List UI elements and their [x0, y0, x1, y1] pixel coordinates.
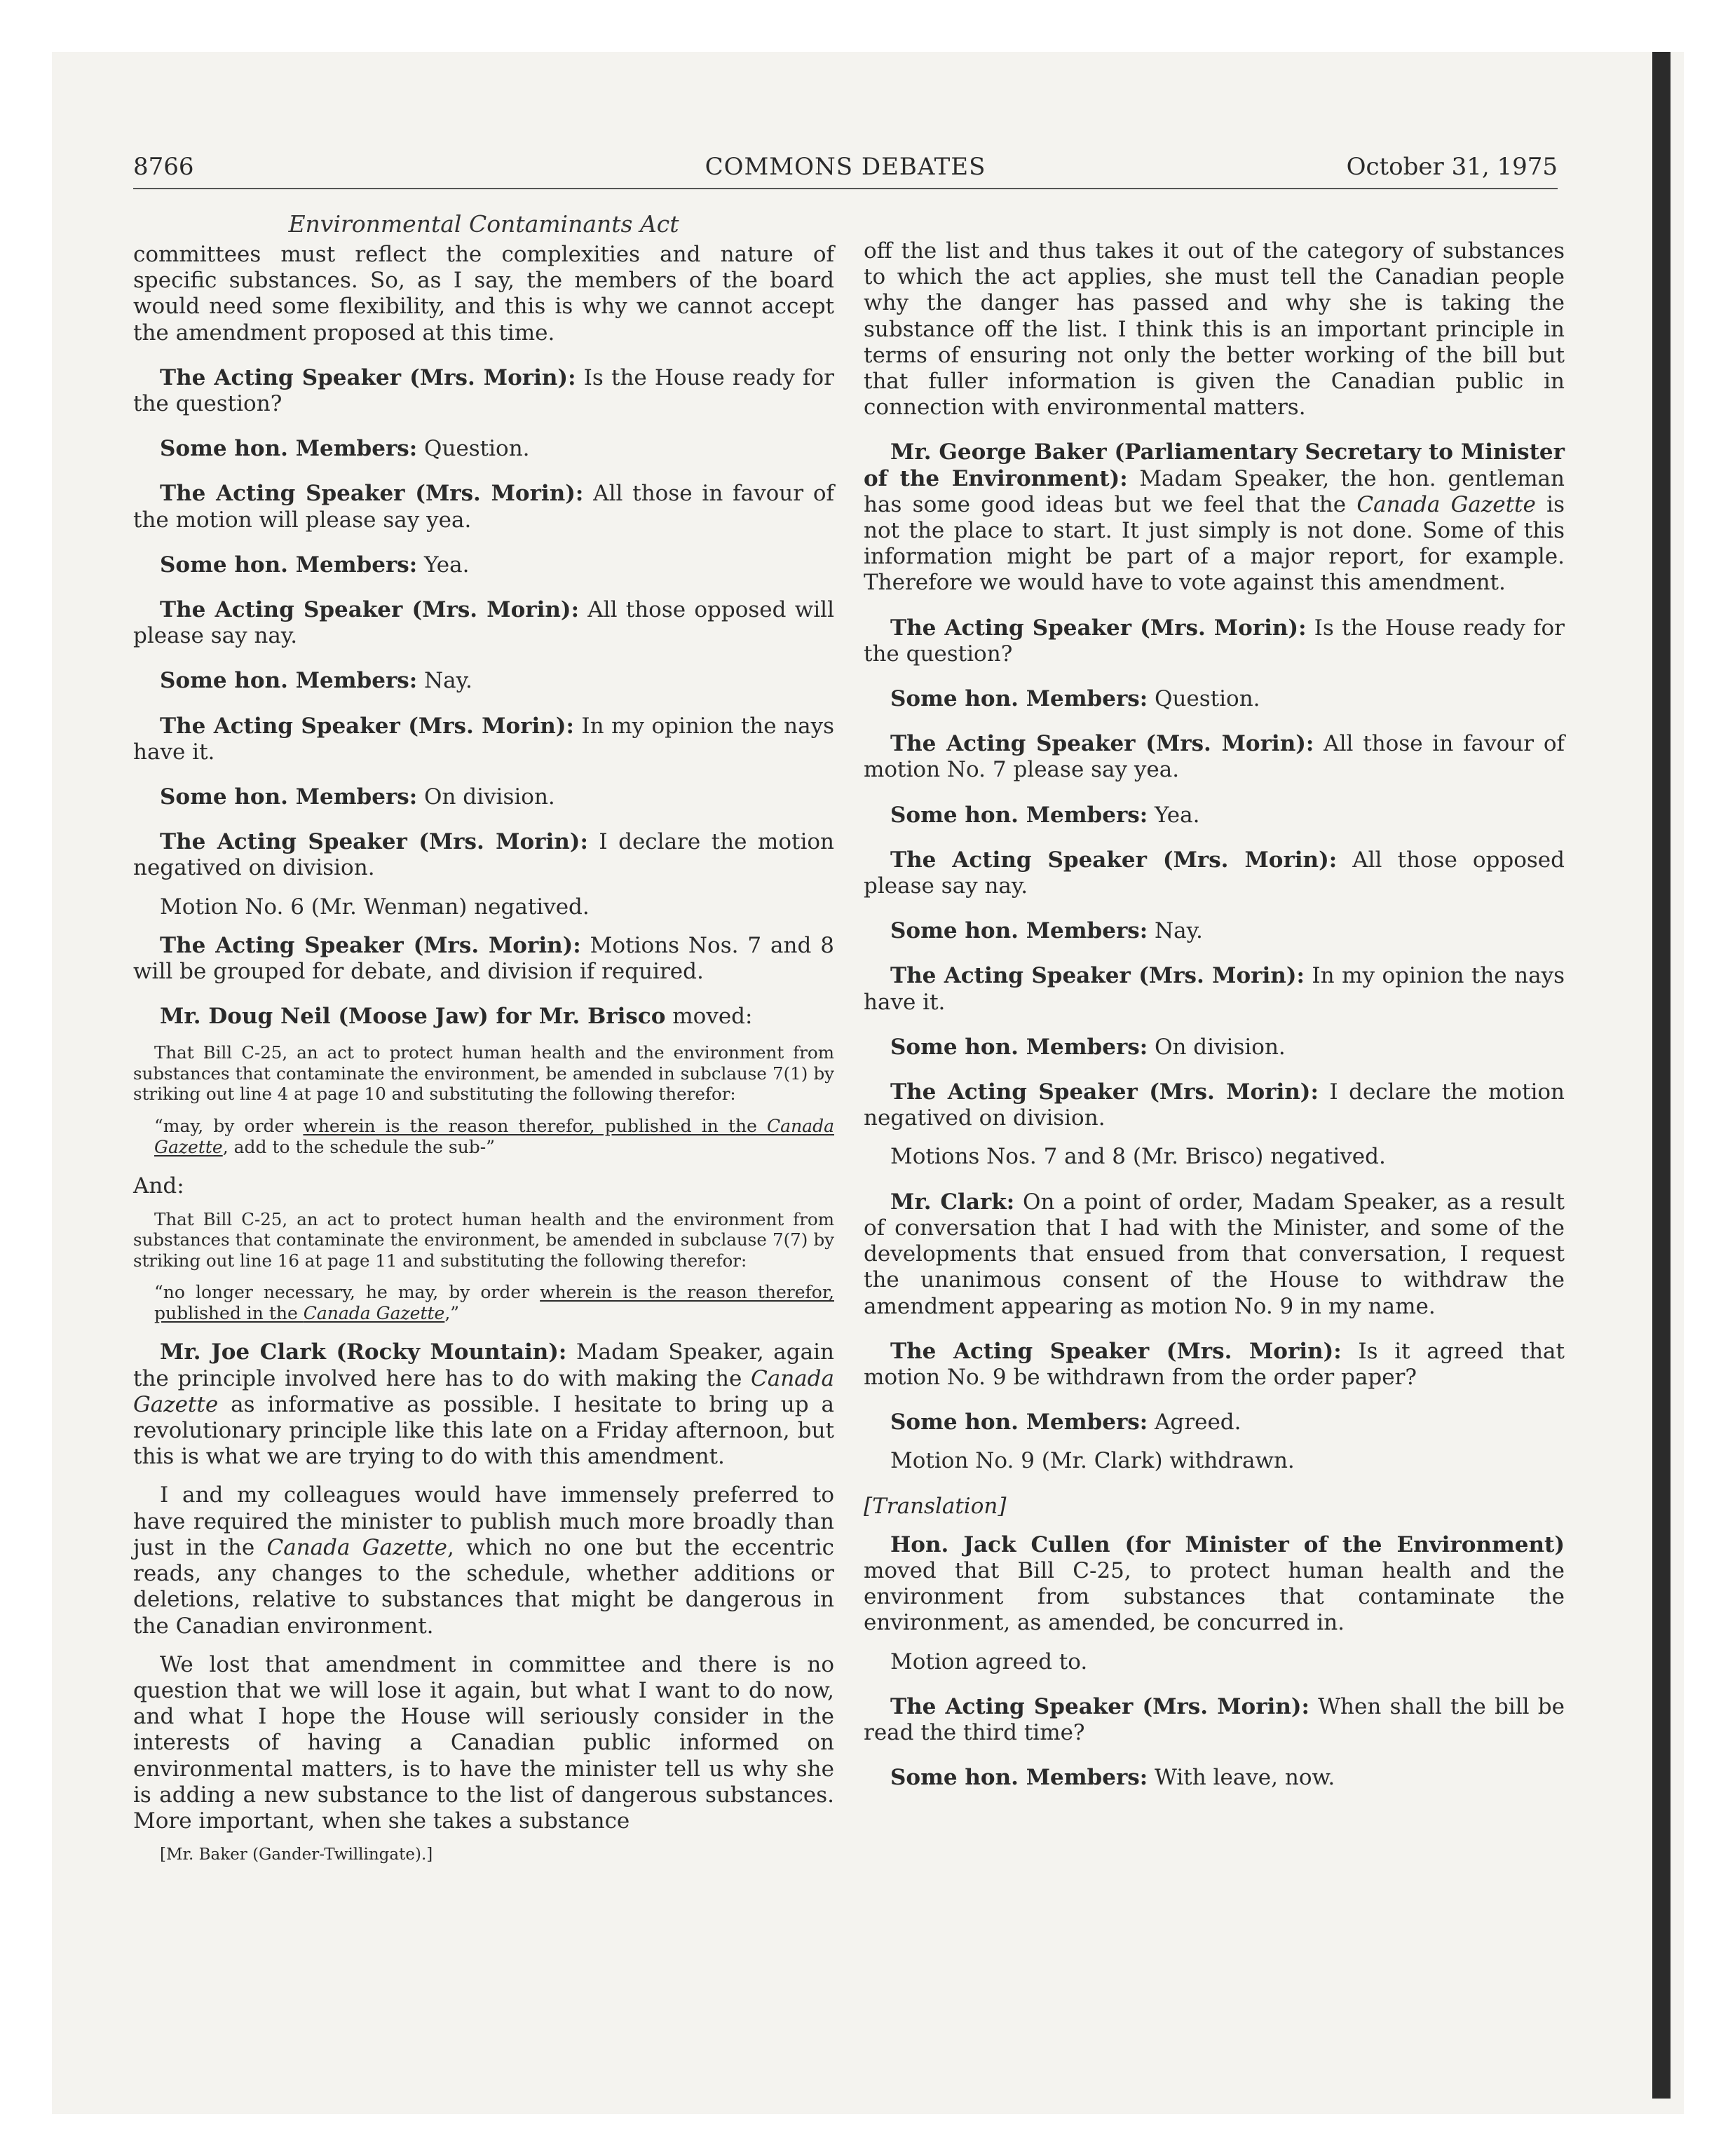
paragraph: I and my colleagues would have immensely preferred to have required the minister to publish much more broadly than just in the Canada Gazette, which no one but the eccentric reads, any changes to the schedule, whether additions or deletions, relative to substances that might be dangerous in the Canadian environment.	[133, 1482, 834, 1639]
paragraph: Motions Nos. 7 and 8 (Mr. Brisco) negatived.	[890, 1144, 1386, 1170]
speaker: Some hon. Members:	[890, 686, 1148, 712]
binding-edge	[1652, 52, 1671, 2099]
speaker: The Acting Speaker (Mrs. Morin):	[890, 615, 1307, 641]
speaker: The Acting Speaker (Mrs. Morin):	[160, 829, 588, 855]
speaker: The Acting Speaker (Mrs. Morin):	[160, 597, 580, 623]
speaker: The Acting Speaker (Mrs. Morin):	[890, 847, 1338, 873]
paragraph: Motion No. 9 (Mr. Clark) withdrawn.	[890, 1448, 1295, 1474]
paragraph: The Acting Speaker (Mrs. Morin): In my opinion the nays have it.	[133, 713, 834, 765]
paragraph: The Acting Speaker (Mrs. Morin): I declare the motion negatived on division.	[864, 1079, 1565, 1131]
speaker: Hon. Jack Cullen (for Minister of the Environment)	[890, 1531, 1565, 1557]
speaker: Mr. George Baker (Parliamentary Secretary to Minister of the Environment):	[864, 439, 1565, 491]
paragraph: Some hon. Members: On division.	[160, 784, 555, 810]
paragraph: committees must reflect the complexities and nature of specific substances. So, as I say, the members of the board would need some flexibility, and this is why we cannot accept the amendment proposed at this time.	[133, 242, 834, 346]
paragraph: Some hon. Members: With leave, now.	[890, 1765, 1335, 1791]
paragraph: Motion No. 6 (Mr. Wenman) negatived.	[160, 894, 590, 920]
paragraph: The Acting Speaker (Mrs. Morin): In my opinion the nays have it.	[864, 963, 1565, 1015]
publication-title: COMMONS DEBATES	[705, 153, 986, 181]
speaker: The Acting Speaker (Mrs. Morin):	[160, 932, 581, 958]
paragraph: The Acting Speaker (Mrs. Morin): Motions Nos. 7 and 8 will be grouped for debate, and division if required.	[133, 932, 834, 985]
header-rule	[133, 188, 1558, 189]
speaker: The Acting Speaker (Mrs. Morin):	[890, 963, 1305, 989]
paragraph: The Acting Speaker (Mrs. Morin): All those opposed will please say nay.	[133, 597, 834, 649]
paragraph: The Acting Speaker (Mrs. Morin): All those opposed please say nay.	[864, 847, 1565, 899]
speaker: The Acting Speaker (Mrs. Morin):	[890, 1338, 1342, 1364]
speaker: The Acting Speaker (Mrs. Morin):	[160, 481, 584, 507]
translation-marker: [Translation]	[864, 1493, 1007, 1519]
paragraph: We lost that amendment in committee and there is no question that we will lose it again, but what I want to do now, and what I hope the House will seriously consider in the interests of having a Canadian public informed on environmental matters, is to have the minister tell us why she is adding a new substance to the list of dangerous substances. More important, when she takes a substance	[133, 1651, 834, 1834]
speaker: Some hon. Members:	[160, 784, 418, 810]
motion-text: That Bill C-25, an act to protect human health and the environment from substances that contaminate the environment, be amended in subclause 7(1) by striking out line 4 at page 10 and substituting the following therefor:	[133, 1042, 834, 1105]
paragraph: off the list and thus takes it out of the category of substances to which the act applies, she must tell the Canadian people why the danger has passed and why she is taking the substance off the list. I think this is an important principle in terms of ensuring not only the better working of the bill but that fuller information is given the Canadian public in connection with environmental matters.	[864, 238, 1565, 421]
speaker: The Acting Speaker (Mrs. Morin):	[890, 731, 1314, 757]
publication-date: October 31, 1975	[1346, 153, 1558, 181]
paragraph: Some hon. Members: Yea.	[890, 802, 1200, 828]
conjunction: And:	[133, 1173, 184, 1199]
speaker: Some hon. Members:	[890, 1410, 1148, 1435]
speaker: Mr. Joe Clark (Rocky Mountain):	[160, 1339, 567, 1365]
amendment-quote: “no longer necessary, he may, by order wherein is the reason therefor, published in the Canada Gazette,”	[154, 1282, 834, 1324]
paragraph: Some hon. Members: Nay.	[160, 668, 472, 694]
paragraph: Hon. Jack Cullen (for Minister of the Environment) moved that Bill C-25, to protect human health and the environment from substances that contaminate the environment, as amended, be concurred in.	[864, 1531, 1565, 1636]
speaker: Some hon. Members:	[890, 1765, 1148, 1791]
motion-text: That Bill C-25, an act to protect human health and the environment from substances that contaminate the environment, be amended in subclause 7(7) by striking out line 16 at page 11 and substituting the following therefor:	[133, 1208, 834, 1271]
paragraph: The Acting Speaker (Mrs. Morin): Is it agreed that motion No. 9 be withdrawn from the order paper?	[864, 1338, 1565, 1390]
paragraph: The Acting Speaker (Mrs. Morin): All those in favour of motion No. 7 please say yea.	[864, 731, 1565, 783]
right-column	[864, 238, 1565, 1810]
page-number: 8766	[133, 153, 194, 181]
paragraph: Mr. Clark: On a point of order, Madam Speaker, as a result of conversation that I had with the Minister, and some of the developments that ensued from that conversation, I request the unanimous consent of the House to withdraw the amendment appearing as motion No. 9 in my name.	[864, 1189, 1565, 1319]
speaker: Some hon. Members:	[160, 668, 418, 694]
speaker: Mr. Doug Neil (Moose Jaw) for Mr. Brisco	[160, 1004, 666, 1030]
speaker: The Acting Speaker (Mrs. Morin):	[160, 713, 574, 739]
paragraph: Mr. Joe Clark (Rocky Mountain): Madam Speaker, again the principle involved here has to do with making the Canada Gazette as informative as possible. I hesitate to bring up a revolutionary principle like this late on a Friday afternoon, but this is what we are trying to do with this amendment.	[133, 1339, 834, 1470]
speaker: Some hon. Members:	[160, 552, 418, 578]
speaker: Some hon. Members:	[890, 918, 1148, 944]
speaker: The Acting Speaker (Mrs. Morin):	[160, 364, 576, 390]
paragraph: Motion agreed to.	[890, 1649, 1088, 1674]
speaker: Mr. Clark:	[890, 1189, 1015, 1215]
paragraph: The Acting Speaker (Mrs. Morin): All those in favour of the motion will please say yea.	[133, 481, 834, 533]
paragraph: The Acting Speaker (Mrs. Morin): Is the House ready for the question?	[133, 364, 834, 417]
speaker: The Acting Speaker (Mrs. Morin):	[890, 1079, 1319, 1105]
paragraph: Some hon. Members: Question.	[160, 436, 530, 462]
page-header	[133, 153, 1558, 189]
left-column	[133, 242, 834, 1865]
paragraph: The Acting Speaker (Mrs. Morin): I declare the motion negatived on division.	[133, 829, 834, 881]
speaker: The Acting Speaker (Mrs. Morin):	[890, 1693, 1309, 1719]
paragraph: Some hon. Members: Yea.	[160, 552, 470, 578]
paragraph: The Acting Speaker (Mrs. Morin): Is the House ready for the question?	[864, 615, 1565, 667]
paragraph: Some hon. Members: Agreed.	[890, 1410, 1241, 1435]
paragraph: Mr. Doug Neil (Moose Jaw) for Mr. Brisco moved:	[160, 1004, 753, 1030]
paragraph: The Acting Speaker (Mrs. Morin): When shall the bill be read the third time?	[864, 1693, 1565, 1745]
speaker: Some hon. Members:	[890, 1034, 1148, 1060]
running-subject: Environmental Contaminants Act	[288, 210, 679, 238]
paragraph: Some hon. Members: Nay.	[890, 918, 1203, 944]
paragraph: Some hon. Members: On division.	[890, 1034, 1286, 1060]
paragraph: Mr. George Baker (Parliamentary Secretary to Minister of the Environment): Madam Speaker, the hon. gentleman has some good ideas but we feel that the Canada Gazette is not the place to start. It just simply is not done. Some of this information might be part of a major report, for example. Therefore we would have to vote against this amendment.	[864, 439, 1565, 596]
margin-note: [Mr. Baker (Gander-Twillingate).]	[160, 1845, 433, 1864]
speaker: Some hon. Members:	[160, 436, 418, 462]
paragraph: Some hon. Members: Question.	[890, 686, 1260, 712]
speaker: Some hon. Members:	[890, 802, 1148, 828]
amendment-quote: “may, by order wherein is the reason therefor, published in the Canada Gazette, add to the schedule the sub-”	[154, 1115, 834, 1157]
